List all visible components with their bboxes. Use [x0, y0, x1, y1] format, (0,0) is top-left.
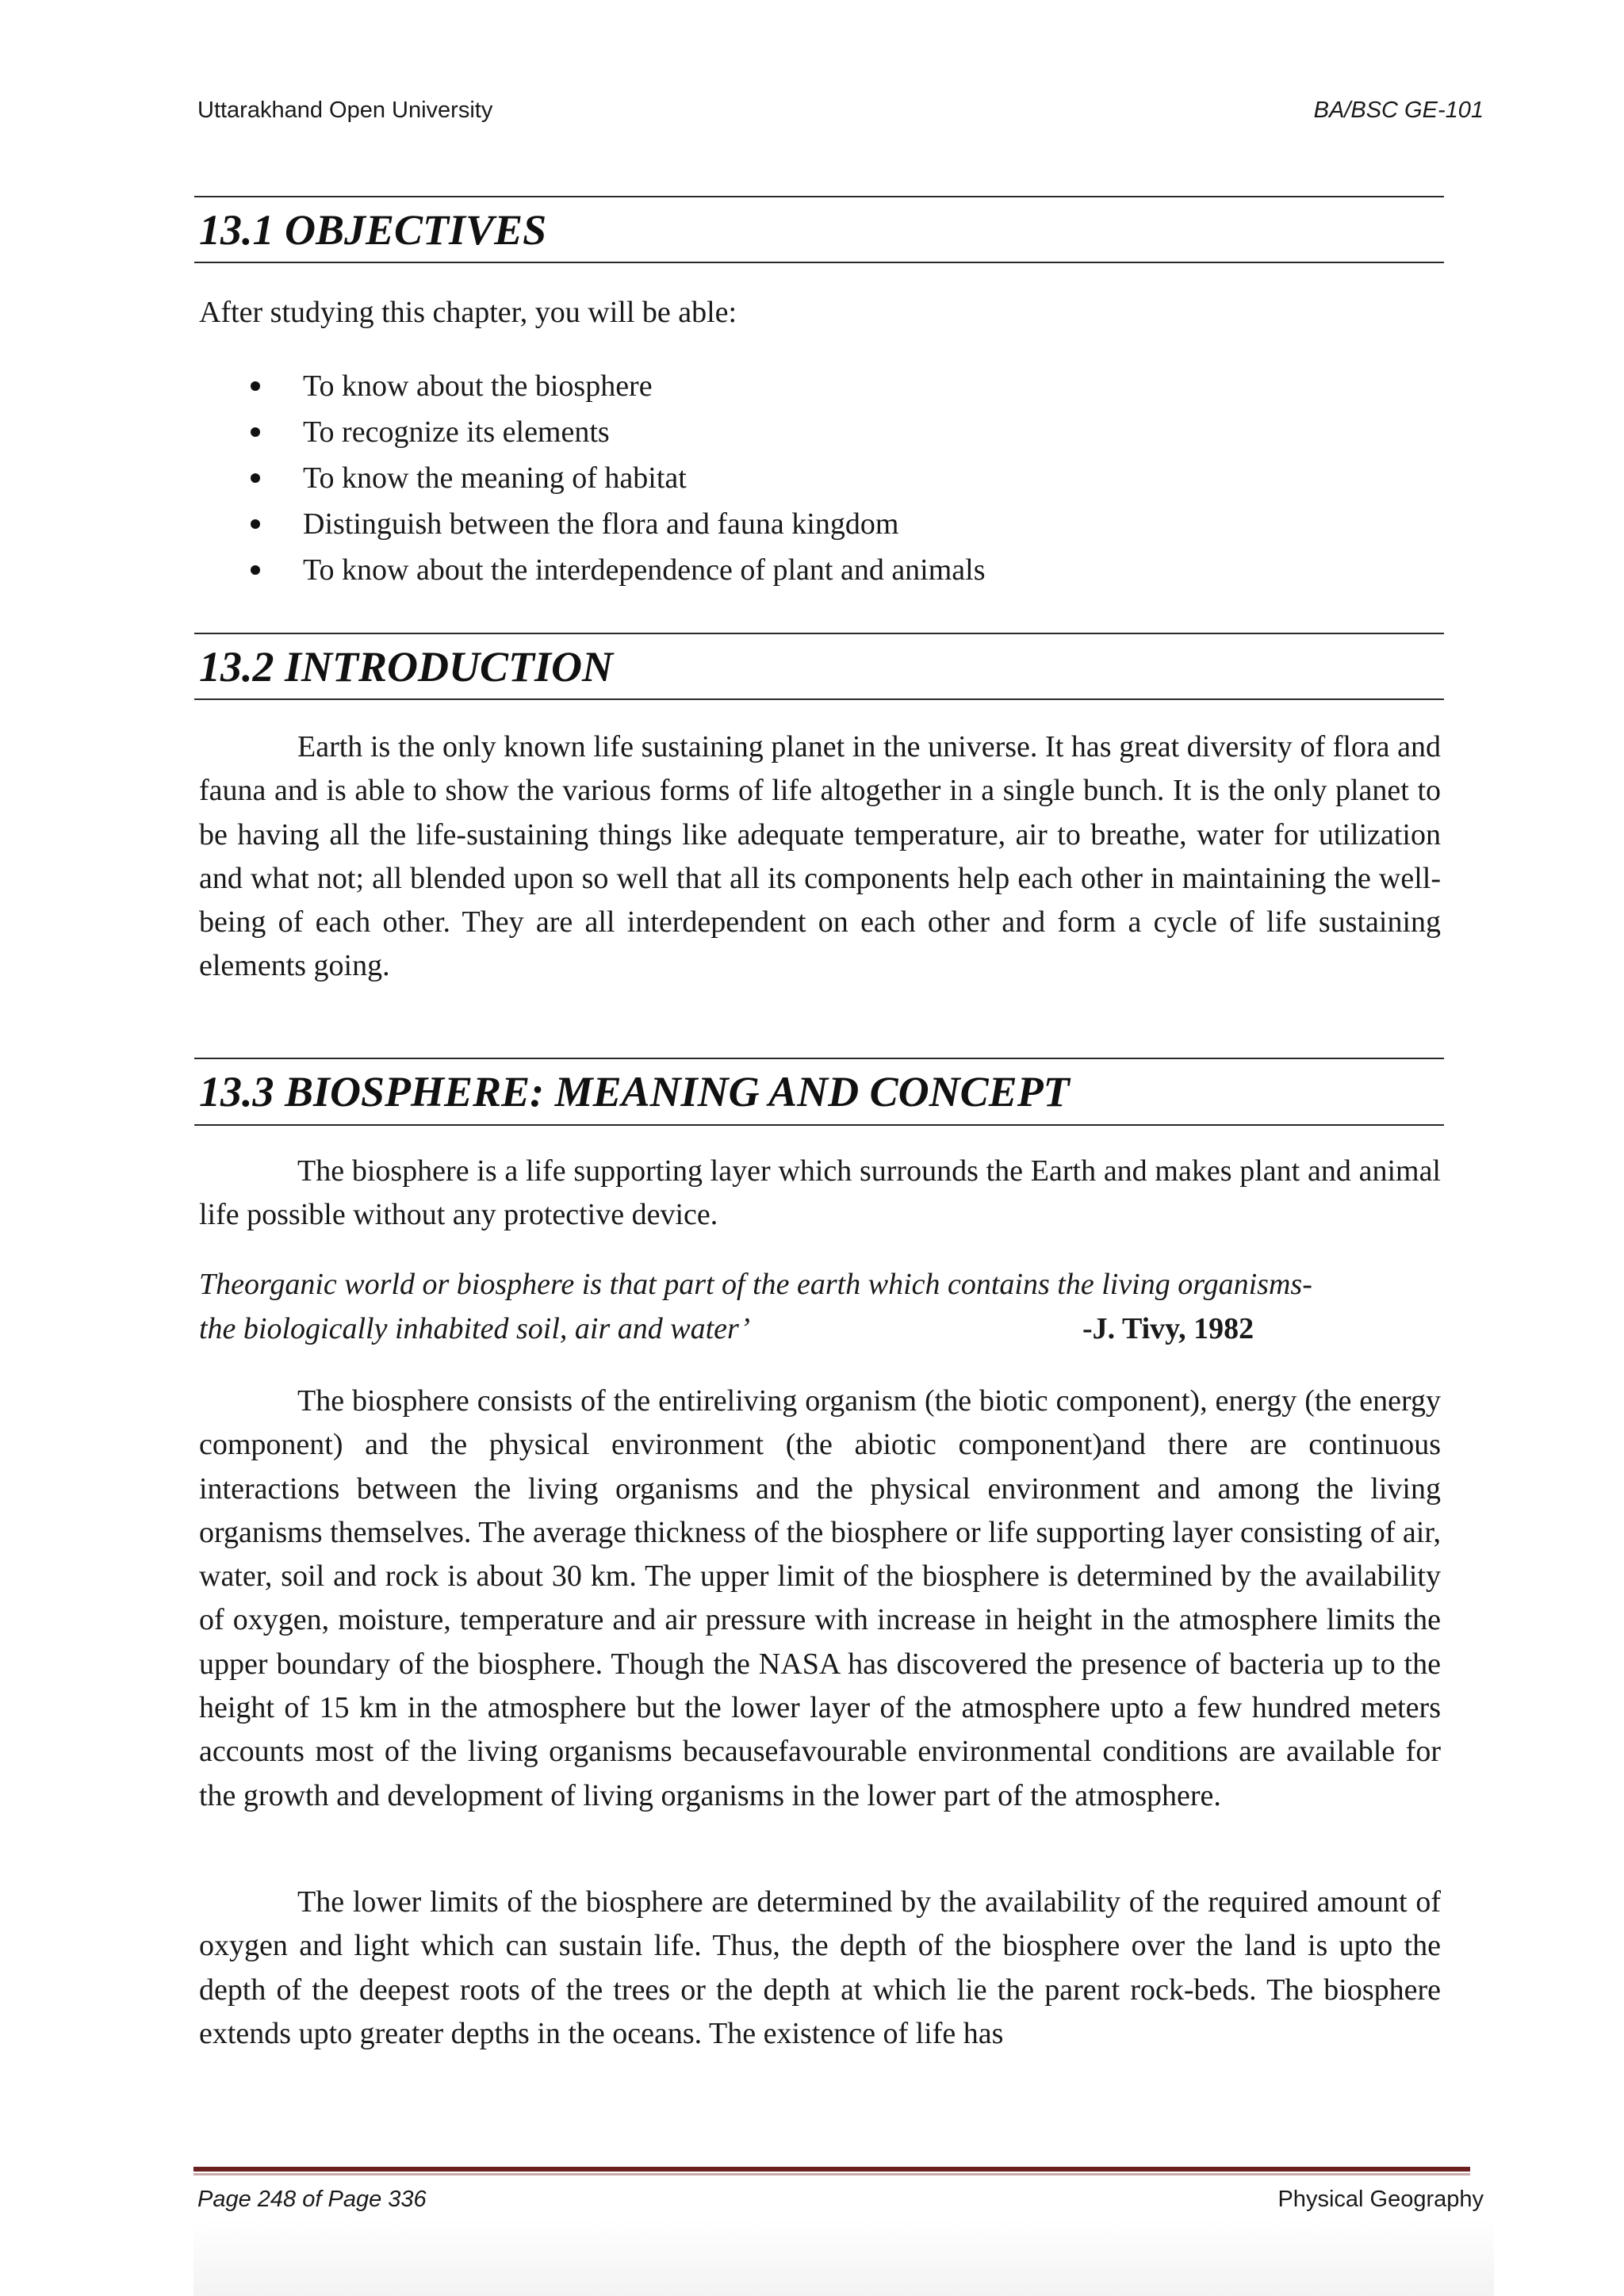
- bullet-icon: [251, 381, 260, 391]
- list-item: [238, 409, 986, 455]
- objective-text: To know about the biosphere: [303, 369, 653, 403]
- section-title-objectives: 13.1 OBJECTIVES: [199, 206, 547, 254]
- page-number: Page 248 of Page 336: [197, 2187, 427, 2212]
- biosphere-paragraph-3: The lower limits of the biosphere are determined by the availability of the required amount of oxygen and light which can sustain life. Thus, the depth of the biosphere over the land is upto the depth of the deepest roots of the trees or the depth at which lie the parent rock-beds. The biosphere extends upto greater depths in the oceans. The existence of life has: [199, 1885, 1441, 2050]
- definition-quote: [199, 1262, 1441, 1351]
- section-rule-bottom: [194, 698, 1444, 700]
- quote-author: -J. Tivy, 1982: [1082, 1312, 1254, 1345]
- section-rule-top: [194, 633, 1444, 634]
- section-rule-bottom: [194, 262, 1444, 263]
- bullet-icon: [251, 473, 260, 483]
- section-title-biosphere: 13.3 BIOSPHERE: MEANING AND CONCEPT: [199, 1068, 1070, 1115]
- footer-rule-accent: [193, 2173, 1470, 2175]
- section-title-introduction: 13.2 INTRODUCTION: [199, 643, 614, 691]
- section-rule-top: [194, 196, 1444, 197]
- objective-text: To know the meaning of habitat: [303, 461, 687, 495]
- quote-text: the biologically inhabited soil, air and water’: [199, 1312, 750, 1345]
- footer-rule: [193, 2167, 1470, 2172]
- biosphere-paragraph-2: The biosphere consists of the entireliving organism (the biotic component), energy (the energy component) and the physical environment (the abiotic component)and there are continuous interactions between the living organisms and the physical environment and among the living organisms themselves. The average thickness of the biosphere or life supporting layer consisting of air, water, soil and rock is about 30 km. The upper limit of the biosphere is determined by the availability of oxygen, moisture, temperature and air pressure with increase in height in the atmosphere limits the upper boundary of the biosphere. Though the NASA has discovered the presence of bacteria up to the height of 15 km in the atmosphere but the lower layer of the atmosphere upto a few hundred meters accounts most of the living organisms becausefavourable environmental conditions are available for the growth and development of living organisms in the lower part of the atmosphere.: [199, 1384, 1441, 1812]
- introduction-paragraph: Earth is the only known life sustaining planet in the universe. It has great diversity of flora and fauna and is able to show the various forms of life altogether in a single bunch. It is the only planet to be having all the life-sustaining things like adequate temperature, air to breathe, water for utilization and what not; all blended upon so well that all its components help each other in maintaining the well-being of each other. They are all interdependent on each other and form a cycle of life sustaining elements going.: [199, 730, 1441, 983]
- footer-subject: Physical Geography: [1277, 2187, 1484, 2212]
- objectives-lead: After studying this chapter, you will be able:: [199, 296, 737, 329]
- quote-line-1: Theorganic world or biosphere is that part of the earth which contains the living organisms-: [199, 1268, 1312, 1301]
- header-course-code: BA/BSC GE-101: [1313, 98, 1484, 123]
- bullet-icon: [251, 565, 260, 575]
- objective-text: Distinguish between the flora and fauna kingdom: [303, 507, 899, 541]
- page-bottom-shade: [193, 2220, 1494, 2296]
- list-item: [238, 455, 986, 501]
- list-item: [238, 363, 986, 409]
- objective-text: To know about the interdependence of plant and animals: [303, 553, 986, 587]
- section-rule-top: [194, 1058, 1444, 1059]
- header-university: Uttarakhand Open University: [197, 98, 493, 123]
- bullet-icon: [251, 427, 260, 437]
- list-item: [238, 501, 986, 547]
- bullet-icon: [251, 519, 260, 529]
- quote-line-2: [199, 1307, 1441, 1351]
- biosphere-paragraph-1: The biosphere is a life supporting layer which surrounds the Earth and makes plant and animal life possible without any protective device.: [199, 1154, 1441, 1232]
- section-rule-bottom: [194, 1124, 1444, 1126]
- objective-text: To recognize its elements: [303, 415, 610, 449]
- objectives-list: [238, 363, 986, 593]
- list-item: [238, 547, 986, 593]
